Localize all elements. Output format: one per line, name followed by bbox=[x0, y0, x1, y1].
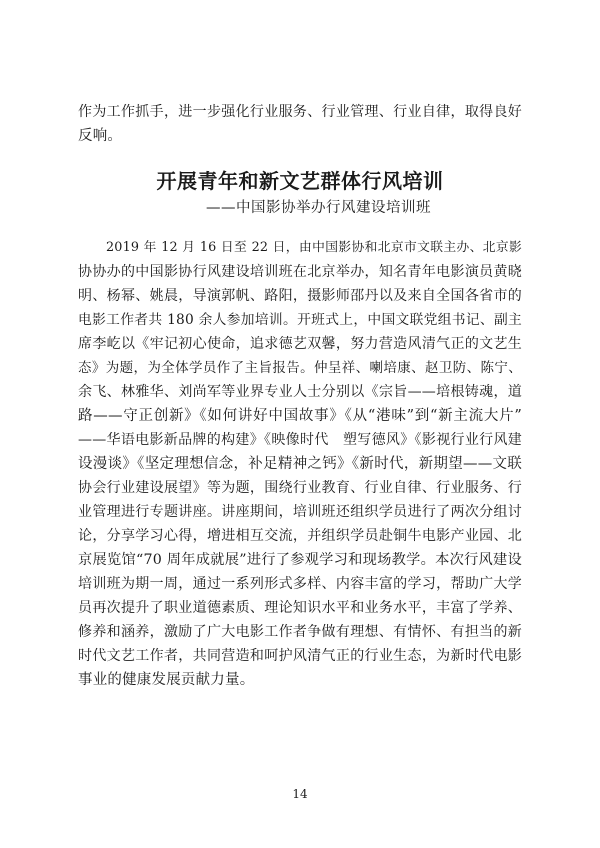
body-line-6: 态》为题，为全体学员作了主旨报告。仲呈祥、喇培康、赵卫防、陈宁、 bbox=[78, 360, 522, 376]
page-number: 14 bbox=[292, 787, 308, 801]
body-line-14: 京展览馆“70 周年成就展”进行了参观学习和现场教学。本次行风建设 bbox=[78, 552, 522, 568]
intro-line-1: 作为工作抓手，进一步强化行业服务、行业管理、行业自律，取得良好 bbox=[78, 104, 522, 120]
body-line-8: 路——守正创新》《如何讲好中国故事》《从“港味”到“新主流大片” bbox=[78, 408, 522, 424]
body-line-4: 电影工作者共 180 余人参加培训。开班式上，中国文联党组书记、副主 bbox=[78, 312, 522, 328]
body-line-9: ——华语电影新品牌的构建》《映像时代 塑写德风》《影视行业行风建 bbox=[78, 432, 522, 448]
body-line-7: 余飞、林雅华、刘尚军等业界专业人士分别以《宗旨——培根铸魂，道 bbox=[78, 384, 522, 400]
body-line-19: 事业的健康发展贡献力量。 bbox=[78, 672, 255, 688]
body-line-15: 培训班为期一周，通过一系列形式多样、内容丰富的学习，帮助广大学 bbox=[78, 576, 522, 592]
body-line-5: 席李屹以《牢记初心使命，追求德艺双馨，努力营造风清气正的文艺生 bbox=[78, 336, 522, 352]
body-line-3: 明、杨幂、姚晨，导演郭帆、路阳，摄影师邵丹以及来自全国各省市的 bbox=[78, 288, 522, 304]
section-subtitle: ——中国影协举办行风建设培训班 bbox=[206, 200, 431, 216]
body-line-12: 业管理进行专题讲座。讲座期间，培训班还组织学员进行了两次分组讨 bbox=[78, 504, 522, 520]
body-line-16: 员再次提升了职业道德素质、理论知识水平和业务水平，丰富了学养、 bbox=[78, 600, 522, 616]
body-line-2: 协协办的中国影协行风建设培训班在北京举办，知名青年电影演员黄晓 bbox=[78, 264, 522, 280]
body-line-1: 2019 年 12 月 16 日至 22 日，由中国影协和北京市文联主办、北京影 bbox=[106, 240, 522, 255]
intro-line-2: 反响。 bbox=[78, 128, 123, 144]
body-line-10: 设漫谈》《坚定理想信念，补足精神之钙》《新时代，新期望——文联 bbox=[78, 456, 522, 472]
body-line-17: 修养和涵养，激励了广大电影工作者争做有理想、有情怀、有担当的新 bbox=[78, 624, 522, 640]
body-line-18: 时代文艺工作者，共同营造和呵护风清气正的行业生态，为新时代电影 bbox=[78, 648, 522, 664]
body-line-11: 协会行业建设展望》等为题，围绕行业教育、行业自律、行业服务、行 bbox=[78, 480, 522, 496]
body-line-13: 论，分享学习心得，增进相互交流，并组织学员赴铜牛电影产业园、北 bbox=[78, 528, 522, 544]
section-title: 开展青年和新文艺群体行风培训 bbox=[156, 169, 444, 193]
